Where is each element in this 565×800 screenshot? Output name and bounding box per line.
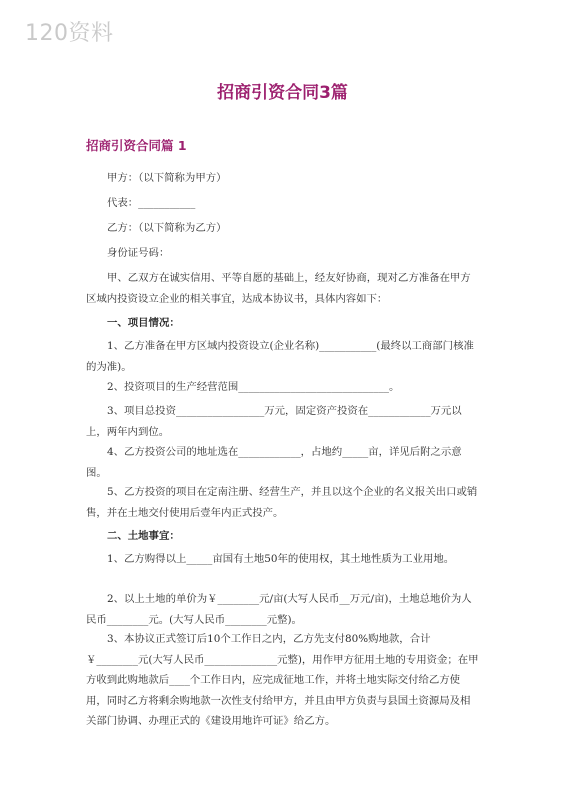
clause-1-1: 1、乙方准备在甲方区域内投资设立(企业名称)___________(最终以工商部门核准的为准)。: [86, 340, 474, 373]
party-a-line: 甲方：（以下简称为甲方）: [107, 172, 227, 184]
id-number-line: 身份证号码：: [107, 247, 170, 259]
clause-2-1: 1、乙方购得以上_____亩国有土地50年的使用权，其土地性质为工业用地。: [107, 553, 455, 565]
clause-1-5: 5、乙方投资的项目在定南注册、经营生产，并且以这个企业的名义报关出口或销售，并在土地交付使用后壹年内正式投产。: [86, 486, 478, 519]
representative-line: 代表：___________: [107, 197, 196, 209]
heading-project-info: 一、项目情况：: [107, 317, 180, 329]
party-b-line: 乙方：（以下简称为乙方）: [107, 222, 227, 234]
clause-1-2: 2、投资项目的生产经营范围_____________________________。: [107, 381, 400, 393]
preamble-paragraph: 甲、乙双方在诚实信用、平等自愿的基础上，经友好协商，现对乙方准备在甲方区域内投资设立企业的相关事宜，达成本协议书，具体内容如下：: [86, 272, 471, 305]
clause-2-2: 2、以上土地的单价为￥________元/亩(大写人民币__万元/亩)，土地总地价为人民币________元。(大写人民币________元整)。: [86, 593, 472, 626]
watermark-logo: 120资料: [25, 21, 114, 46]
section-heading: 招商引资合同篇 1: [86, 138, 187, 153]
clause-1-4: 4、乙方投资公司的地址选在____________，占地约_____亩，详见后附之示意图。: [86, 446, 462, 479]
clause-2-3: 3、本协议正式签订后10个工作日之内，乙方先支付80%购地款，合计￥________元(大写人民币______________元整)，用作甲方征用土地的专用资金；在甲方收到此购地款后____个工作日内，应完成征地工作，并将土地实际交付给乙方使用，同时乙方将剩余购地款一次性支付给甲方，并且由甲方负责与县国土资源局及相关部门协调、办理正式的《建设用地许可证》给乙方。: [86, 633, 479, 727]
clause-1-3: 3、项目总投资_________________万元，固定资产投资在____________万元以上，两年内到位。: [86, 405, 462, 438]
heading-land-matters: 二、土地事宜：: [107, 530, 180, 542]
document-title: 招商引资合同3篇: [217, 83, 348, 103]
